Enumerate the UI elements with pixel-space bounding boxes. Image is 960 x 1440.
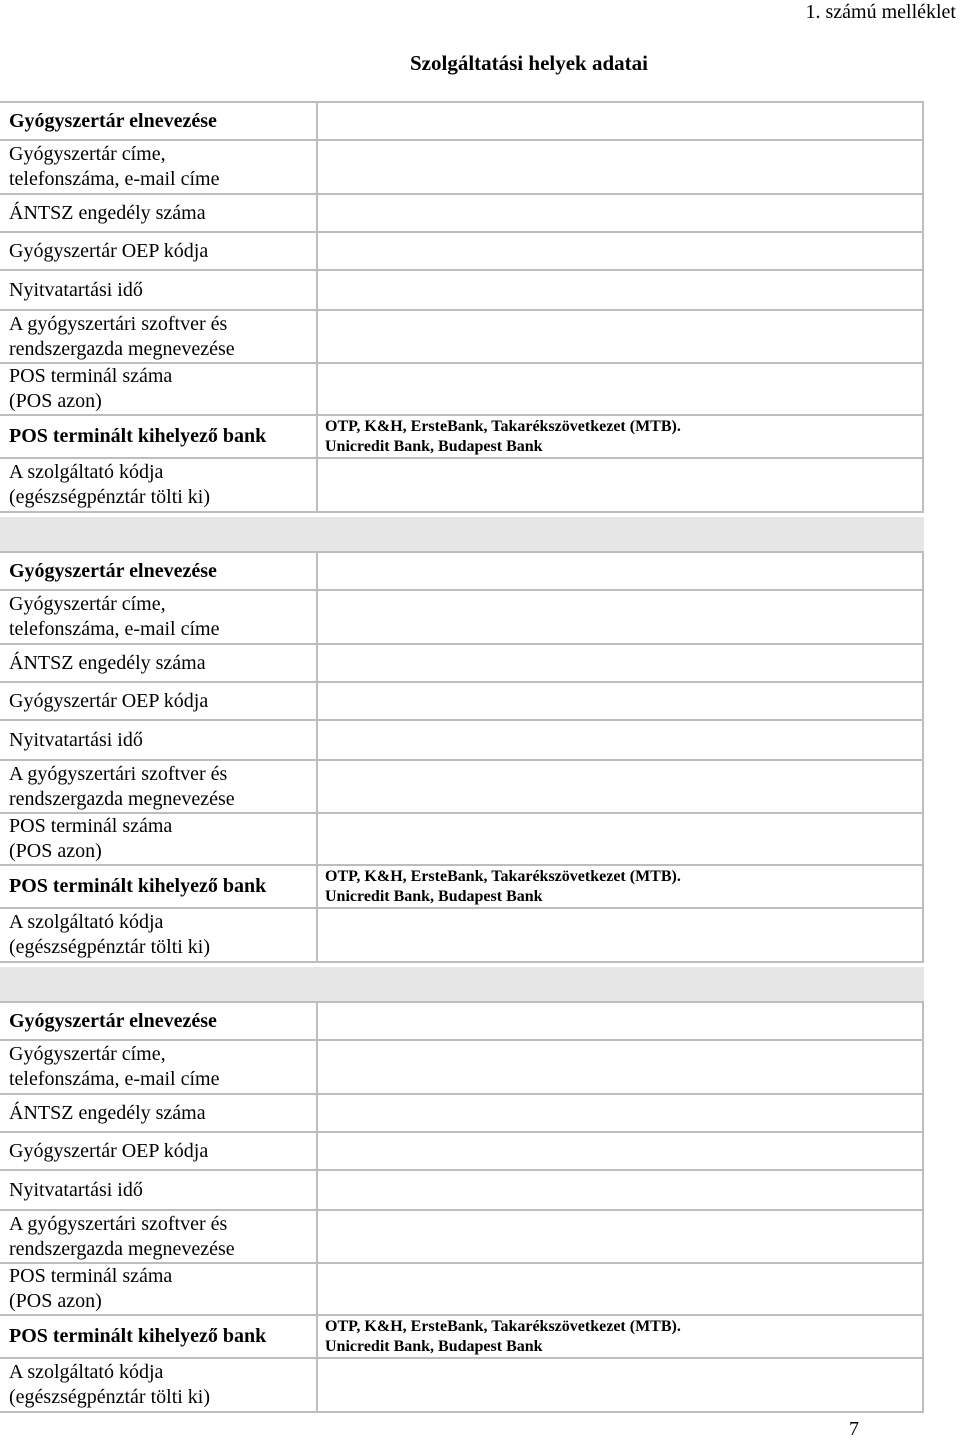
field-label (0, 813, 317, 865)
form-row (0, 194, 923, 232)
field-label-text: A szolgáltató kódja (9, 461, 164, 483)
form-row (0, 552, 923, 590)
field-value[interactable] (317, 908, 923, 962)
annex-label: 1. számú melléklet (805, 1, 956, 23)
field-label (0, 194, 317, 232)
form-row (0, 1170, 923, 1210)
field-value[interactable] (317, 1002, 923, 1040)
field-label-text: POS terminál száma (9, 815, 173, 837)
form-row (0, 1358, 923, 1412)
form-row (0, 270, 923, 310)
form-row (0, 644, 923, 682)
field-label-text: A gyógyszertári szoftver és (9, 762, 228, 785)
field-label (0, 1132, 317, 1170)
field-label-text: ÁNTSZ engedély száma (9, 1101, 206, 1124)
field-label-text: A gyógyszertári szoftver és (9, 312, 228, 335)
field-label (0, 1040, 317, 1094)
field-label (0, 1263, 317, 1315)
field-value[interactable] (317, 194, 923, 232)
form-row (0, 363, 923, 415)
field-label-text: Gyógyszertár elnevezése (9, 109, 217, 132)
field-label-text: (egészségpénztár tölti ki) (9, 936, 211, 958)
field-label (0, 140, 317, 194)
form-row (0, 682, 923, 720)
form-row (0, 458, 923, 512)
field-label (0, 1094, 317, 1132)
field-value[interactable] (317, 140, 923, 194)
field-label (0, 865, 317, 908)
field-label-text: Gyógyszertár címe, (9, 143, 166, 165)
field-label-text: telefonszáma, e-mail címe (9, 618, 220, 640)
form-section-3 (0, 1001, 924, 1413)
field-label-text: rendszergazda megnevezése (9, 787, 235, 810)
page-title: Szolgáltatási helyek adatai (409, 51, 648, 75)
field-label-text: telefonszáma, e-mail címe (9, 168, 220, 190)
form-row (0, 1315, 923, 1358)
field-label-text: POS terminált kihelyező bank (9, 875, 267, 897)
field-label-text: Gyógyszertár címe, (9, 593, 166, 615)
field-label (0, 270, 317, 310)
field-label-text: (egészségpénztár tölti ki) (9, 1386, 211, 1408)
field-label-text: ÁNTSZ engedély száma (9, 201, 206, 224)
page-number: 7 (849, 1418, 859, 1440)
form-row (0, 760, 923, 813)
bank-list: OTP, K&H, ErsteBank, Takarékszövetkezet (MTB). (325, 867, 681, 885)
form-row (0, 140, 923, 194)
field-label (0, 1315, 317, 1358)
form-row (0, 1094, 923, 1132)
bank-list: Unicredit Bank, Budapest Bank (325, 887, 543, 905)
field-label (0, 1210, 317, 1263)
field-label-text: ÁNTSZ engedély száma (9, 651, 206, 674)
field-value[interactable] (317, 1132, 923, 1170)
field-label (0, 458, 317, 512)
field-label-text: Gyógyszertár OEP kódja (9, 239, 209, 262)
field-value[interactable] (317, 865, 923, 908)
field-label (0, 1170, 317, 1210)
form-row (0, 415, 923, 458)
field-value[interactable] (317, 102, 923, 140)
field-label-text: Gyógyszertár elnevezése (9, 1009, 217, 1032)
field-label-text: rendszergazda megnevezése (9, 337, 235, 360)
field-label-text: POS terminál száma (9, 365, 173, 387)
field-label (0, 310, 317, 363)
field-label-text: Nyitvatartási idő (9, 278, 143, 301)
field-label (0, 232, 317, 270)
bank-list: OTP, K&H, ErsteBank, Takarékszövetkezet (MTB). (325, 1317, 681, 1335)
field-value[interactable] (317, 270, 923, 310)
field-label (0, 552, 317, 590)
field-label-text: Gyógyszertár címe, (9, 1043, 166, 1065)
form-row (0, 232, 923, 270)
form-row (0, 102, 923, 140)
field-label (0, 415, 317, 458)
form-section-1 (0, 101, 924, 513)
bank-list: Unicredit Bank, Budapest Bank (325, 437, 543, 455)
field-label (0, 760, 317, 813)
field-value[interactable] (317, 1094, 923, 1132)
field-label-text: Gyógyszertár OEP kódja (9, 1139, 209, 1162)
form-row (0, 1263, 923, 1315)
field-label (0, 682, 317, 720)
field-label (0, 590, 317, 644)
field-label-text: telefonszáma, e-mail címe (9, 1068, 220, 1090)
field-value[interactable] (317, 760, 923, 813)
field-label-text: POS terminál száma (9, 1265, 173, 1287)
field-label-text: Nyitvatartási idő (9, 1178, 143, 1201)
field-label-text: rendszergazda megnevezése (9, 1237, 235, 1260)
field-label (0, 102, 317, 140)
field-value[interactable] (317, 1210, 923, 1263)
field-value[interactable] (317, 1315, 923, 1358)
form-section-2 (0, 551, 924, 963)
section-divider (0, 967, 924, 1001)
field-label-text: A szolgáltató kódja (9, 1361, 164, 1383)
form-row (0, 908, 923, 962)
form-row (0, 1002, 923, 1040)
field-label-text: (POS azon) (9, 390, 102, 412)
form-row (0, 1210, 923, 1263)
form-row (0, 813, 923, 865)
field-label-text: POS terminált kihelyező bank (9, 425, 267, 447)
form-row (0, 590, 923, 644)
field-value[interactable] (317, 458, 923, 512)
form-row (0, 865, 923, 908)
field-value[interactable] (317, 415, 923, 458)
section-divider (0, 517, 924, 551)
field-label (0, 908, 317, 962)
form-row (0, 1132, 923, 1170)
field-label (0, 720, 317, 760)
field-value[interactable] (317, 1358, 923, 1412)
field-label (0, 1002, 317, 1040)
field-value[interactable] (317, 1170, 923, 1210)
field-value[interactable] (317, 720, 923, 760)
form-row (0, 720, 923, 760)
field-label-text: (egészségpénztár tölti ki) (9, 486, 211, 508)
field-value[interactable] (317, 813, 923, 865)
bank-list: Unicredit Bank, Budapest Bank (325, 1337, 543, 1355)
field-label-text: A gyógyszertári szoftver és (9, 1212, 228, 1235)
field-value[interactable] (317, 644, 923, 682)
field-value[interactable] (317, 363, 923, 415)
field-value[interactable] (317, 590, 923, 644)
field-value[interactable] (317, 1040, 923, 1094)
field-label-text: Gyógyszertár OEP kódja (9, 689, 209, 712)
field-label-text: POS terminált kihelyező bank (9, 1325, 267, 1347)
form-row (0, 1040, 923, 1094)
field-label-text: (POS azon) (9, 1290, 102, 1312)
field-label-text: Gyógyszertár elnevezése (9, 559, 217, 582)
field-value[interactable] (317, 682, 923, 720)
form-row (0, 310, 923, 363)
field-label-text: (POS azon) (9, 840, 102, 862)
field-label (0, 363, 317, 415)
field-value[interactable] (317, 552, 923, 590)
field-value[interactable] (317, 1263, 923, 1315)
field-label-text: A szolgáltató kódja (9, 911, 164, 933)
field-label (0, 1358, 317, 1412)
field-value[interactable] (317, 232, 923, 270)
field-label (0, 644, 317, 682)
bank-list: OTP, K&H, ErsteBank, Takarékszövetkezet (MTB). (325, 417, 681, 435)
field-label-text: Nyitvatartási idő (9, 728, 143, 751)
field-value[interactable] (317, 310, 923, 363)
